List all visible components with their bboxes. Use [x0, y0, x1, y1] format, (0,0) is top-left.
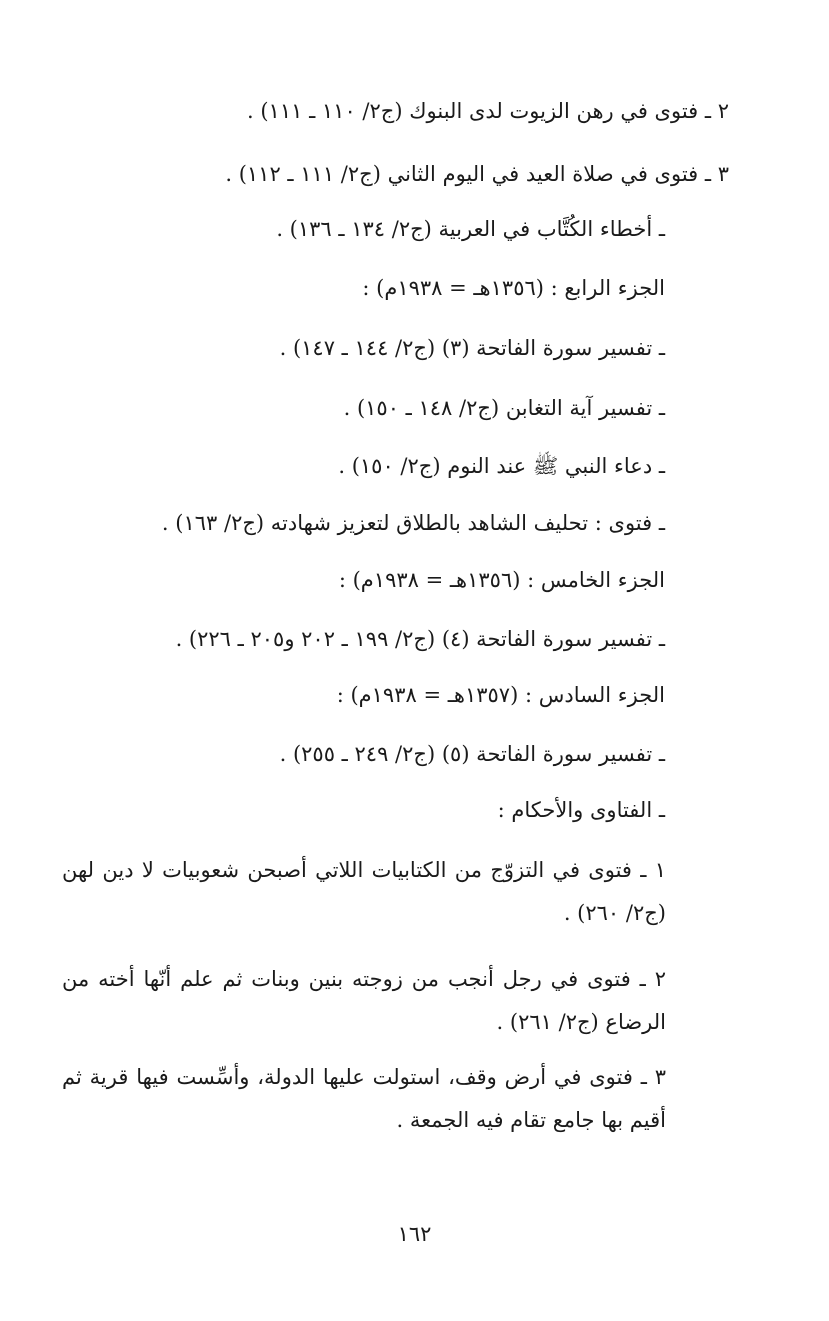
- section-heading-part-six: الجزء السادس : (١٣٥٧هـ = ١٩٣٨م) :: [336, 683, 665, 707]
- text-line-fatwas-heading: ـ الفتاوى والأحكام :: [497, 798, 665, 822]
- text-line-fatwa-witness-oath: ـ فتوى : تحليف الشاهد بالطلاق لتعزيز شهادته (ج٢/ ١٦٣) .: [161, 511, 665, 535]
- section-heading-part-four: الجزء الرابع : (١٣٥٦هـ = ١٩٣٨م) :: [362, 276, 665, 300]
- page-number: ١٦٢: [397, 1222, 432, 1246]
- paragraph-fatwa-scripturalist-marriage: ١ ـ فتوى في التزوّج من الكتابيات اللاتي أصبحن شعوبيات لا دين لهن (ج٢/ ٢٦٠) .: [62, 858, 666, 925]
- text-line-fatiha-4: ـ تفسير سورة الفاتحة (٤) (ج٢/ ١٩٩ ـ ٢٠٢ و٢٠٥ ـ ٢٢٦) .: [175, 627, 665, 651]
- text-line-fatwa-eid-prayer: ٣ ـ فتوى في صلاة العيد في اليوم الثاني (ج٢/ ١١١ ـ ١١٢) .: [225, 162, 729, 186]
- paragraph-fatwa-milk-sibling: ٢ ـ فتوى في رجل أنجب من زوجته بنين وبنات ثم علم أنّها أخته من الرضاع (ج٢/ ٢٦١) .: [62, 967, 666, 1034]
- section-heading-part-five: الجزء الخامس : (١٣٥٦هـ = ١٩٣٨م) :: [338, 568, 665, 592]
- text-line-prophet-supplication: ـ دعاء النبي ﷺ عند النوم (ج٢/ ١٥٠) .: [338, 454, 665, 478]
- text-line-fatiha-3: ـ تفسير سورة الفاتحة (٣) (ج٢/ ١٤٤ ـ ١٤٧) .: [279, 336, 665, 360]
- text-line-writers-errors: ـ أخطاء الكُتَّاب في العربية (ج٢/ ١٣٤ ـ ١٣٦) .: [276, 217, 665, 241]
- text-line-fatwa-oil-pledge: ٢ ـ فتوى في رهن الزيوت لدى البنوك (ج٢/ ١١٠ ـ ١١١) .: [247, 99, 729, 123]
- text-line-taghabun: ـ تفسير آية التغابن (ج٢/ ١٤٨ ـ ١٥٠) .: [343, 396, 665, 420]
- text-line-fatiha-5: ـ تفسير سورة الفاتحة (٥) (ج٢/ ٢٤٩ ـ ٢٥٥) .: [279, 742, 665, 766]
- paragraph-fatwa-endowment-land: ٣ ـ فتوى في أرض وقف، استولت عليها الدولة، وأسِّست فيها قرية ثم أقيم بها جامع تقام فيه الجمعة .: [62, 1065, 666, 1132]
